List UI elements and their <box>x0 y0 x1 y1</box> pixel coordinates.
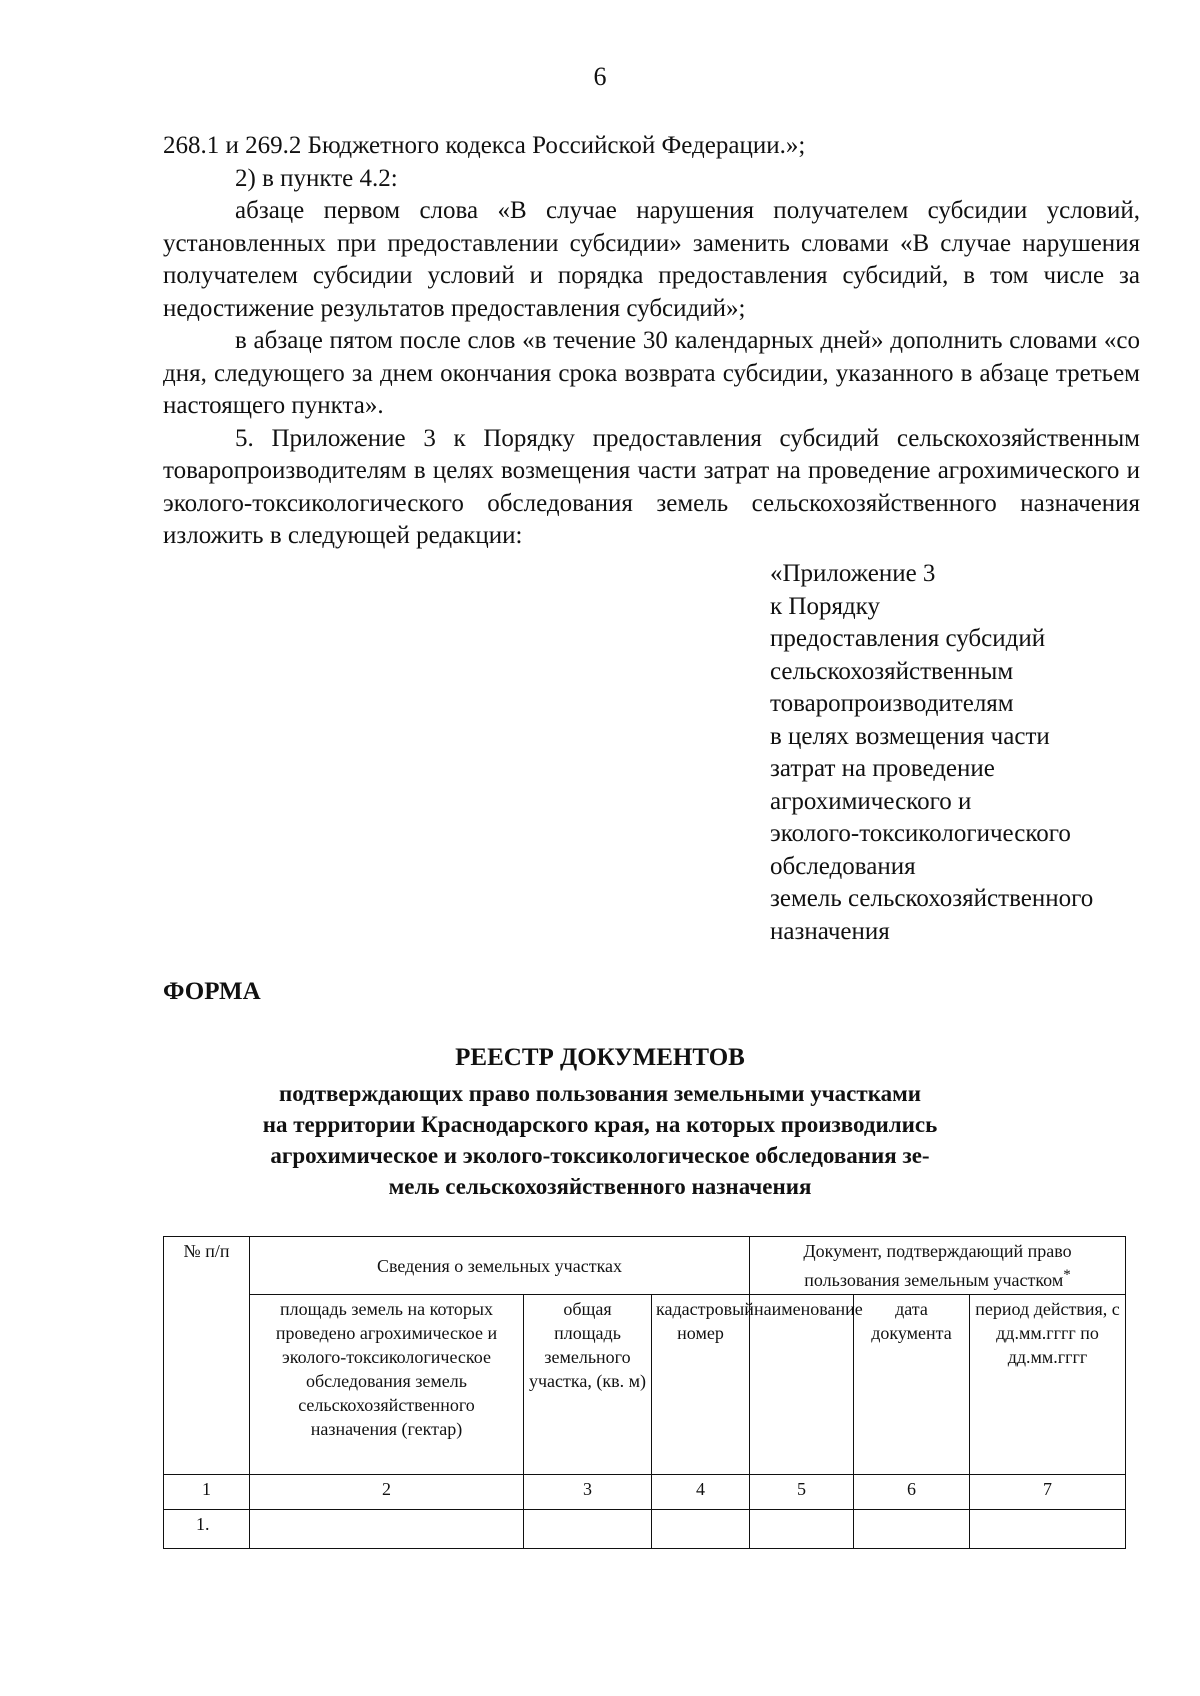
header-row-groups <box>164 1237 1126 1295</box>
empty-cell <box>970 1510 1126 1549</box>
empty-cell <box>750 1510 854 1549</box>
footnote-mark: * <box>1063 1267 1071 1283</box>
appendix-line: предоставления субсидий <box>770 625 1046 652</box>
empty-cell <box>854 1510 970 1549</box>
header-doc-date: дата документа <box>854 1295 970 1475</box>
page-number: 6 <box>593 62 607 91</box>
header-area-surveyed: площадь земель на которых проведено агрохимическое и эколого-токсикологическое обследования земель сельскохозяйственного назначения (гектар) <box>250 1295 524 1475</box>
appendix-line: эколого-токсикологического <box>770 820 1071 847</box>
registry-subtitle-line: подтверждающих право пользования земельными участками <box>278 1081 922 1106</box>
column-number: 2 <box>250 1475 524 1510</box>
table-row <box>164 1510 1126 1549</box>
paragraph-5: 5. Приложение 3 к Порядку предоставления субсидий сельскохозяйственным товаропроизводителям в целях возмещения части затрат на проведение агрохимического и эколого-токсикологического обследования земель сельскохозяйственного назначения изложить в следующей редакции: <box>163 424 1140 549</box>
appendix-line: назначения <box>770 917 890 945</box>
registry-subtitle <box>0 1078 1200 1202</box>
header-doc-name: наименование <box>750 1295 854 1475</box>
appendix-line: «Приложение 3 <box>770 560 936 587</box>
header-validity: период действия, с дд.мм.гггг по дд.мм.гггг <box>970 1295 1126 1475</box>
paragraph-2: 2) в пункте 4.2: <box>235 164 398 192</box>
column-number-row <box>164 1475 1126 1510</box>
appendix-heading <box>770 558 1170 948</box>
header-group-doc <box>750 1237 1126 1295</box>
registry-table <box>163 1236 1126 1549</box>
row-number: 1. <box>164 1510 250 1549</box>
appendix-line: сельскохозяйственным <box>770 657 1014 685</box>
appendix-line: агрохимического и <box>770 787 972 815</box>
header-col-no: № п/п <box>164 1237 250 1475</box>
column-number: 4 <box>652 1475 750 1510</box>
registry-subtitle-line: на территории Краснодарского края, на которых производились <box>262 1112 938 1137</box>
appendix-line: к Порядку <box>770 592 880 620</box>
empty-cell <box>524 1510 652 1549</box>
registry-title: РЕЕСТР ДОКУМЕНТОВ <box>455 1044 745 1071</box>
column-number: 7 <box>970 1475 1126 1510</box>
empty-cell <box>652 1510 750 1549</box>
column-number: 1 <box>164 1475 250 1510</box>
column-number: 3 <box>524 1475 652 1510</box>
appendix-line: товаропроизводителям <box>770 690 1014 717</box>
paragraph-3: абзаце первом слова «В случае нарушения получателем субсидии условий, установленных при предоставлении субсидии» заменить словами «В случае нарушения получателем субсидии условий и порядка предоставления субсидий, в том числе за недостижение результатов предоставления субсидий»; <box>163 197 1140 322</box>
column-number: 6 <box>854 1475 970 1510</box>
registry-subtitle-line: мель сельскохозяйственного назначения <box>388 1174 812 1199</box>
paragraph-1: 268.1 и 269.2 Бюджетного кодекса Российской Федерации.»; <box>163 132 806 159</box>
header-group-doc-text: Документ, подтверждающий право пользования земельным участком <box>803 1241 1072 1290</box>
appendix-line: в целях возмещения части <box>770 722 1050 750</box>
paragraph-4: в абзаце пятом после слов «в течение 30 календарных дней» дополнить словами «со дня, следующего за днем окончания срока возврата субсидии, указанного в абзаце третьем настоящего пункта». <box>163 327 1140 419</box>
column-number: 5 <box>750 1475 854 1510</box>
appendix-line: обследования <box>770 852 916 880</box>
header-group-land: Сведения о земельных участках <box>250 1237 750 1295</box>
body-text <box>163 130 1140 553</box>
registry-subtitle-line: агрохимическое и эколого-токсикологическое обследования зе- <box>270 1143 930 1168</box>
header-row-columns <box>164 1295 1126 1475</box>
header-cadastral: кадастровый номер <box>652 1295 750 1475</box>
form-label: ФОРМА <box>163 978 261 1005</box>
empty-cell <box>250 1510 524 1549</box>
appendix-line: земель сельскохозяйственного <box>770 885 1094 912</box>
appendix-line: затрат на проведение <box>770 755 995 782</box>
header-total-area: общая площадь земельного участка, (кв. м) <box>524 1295 652 1475</box>
